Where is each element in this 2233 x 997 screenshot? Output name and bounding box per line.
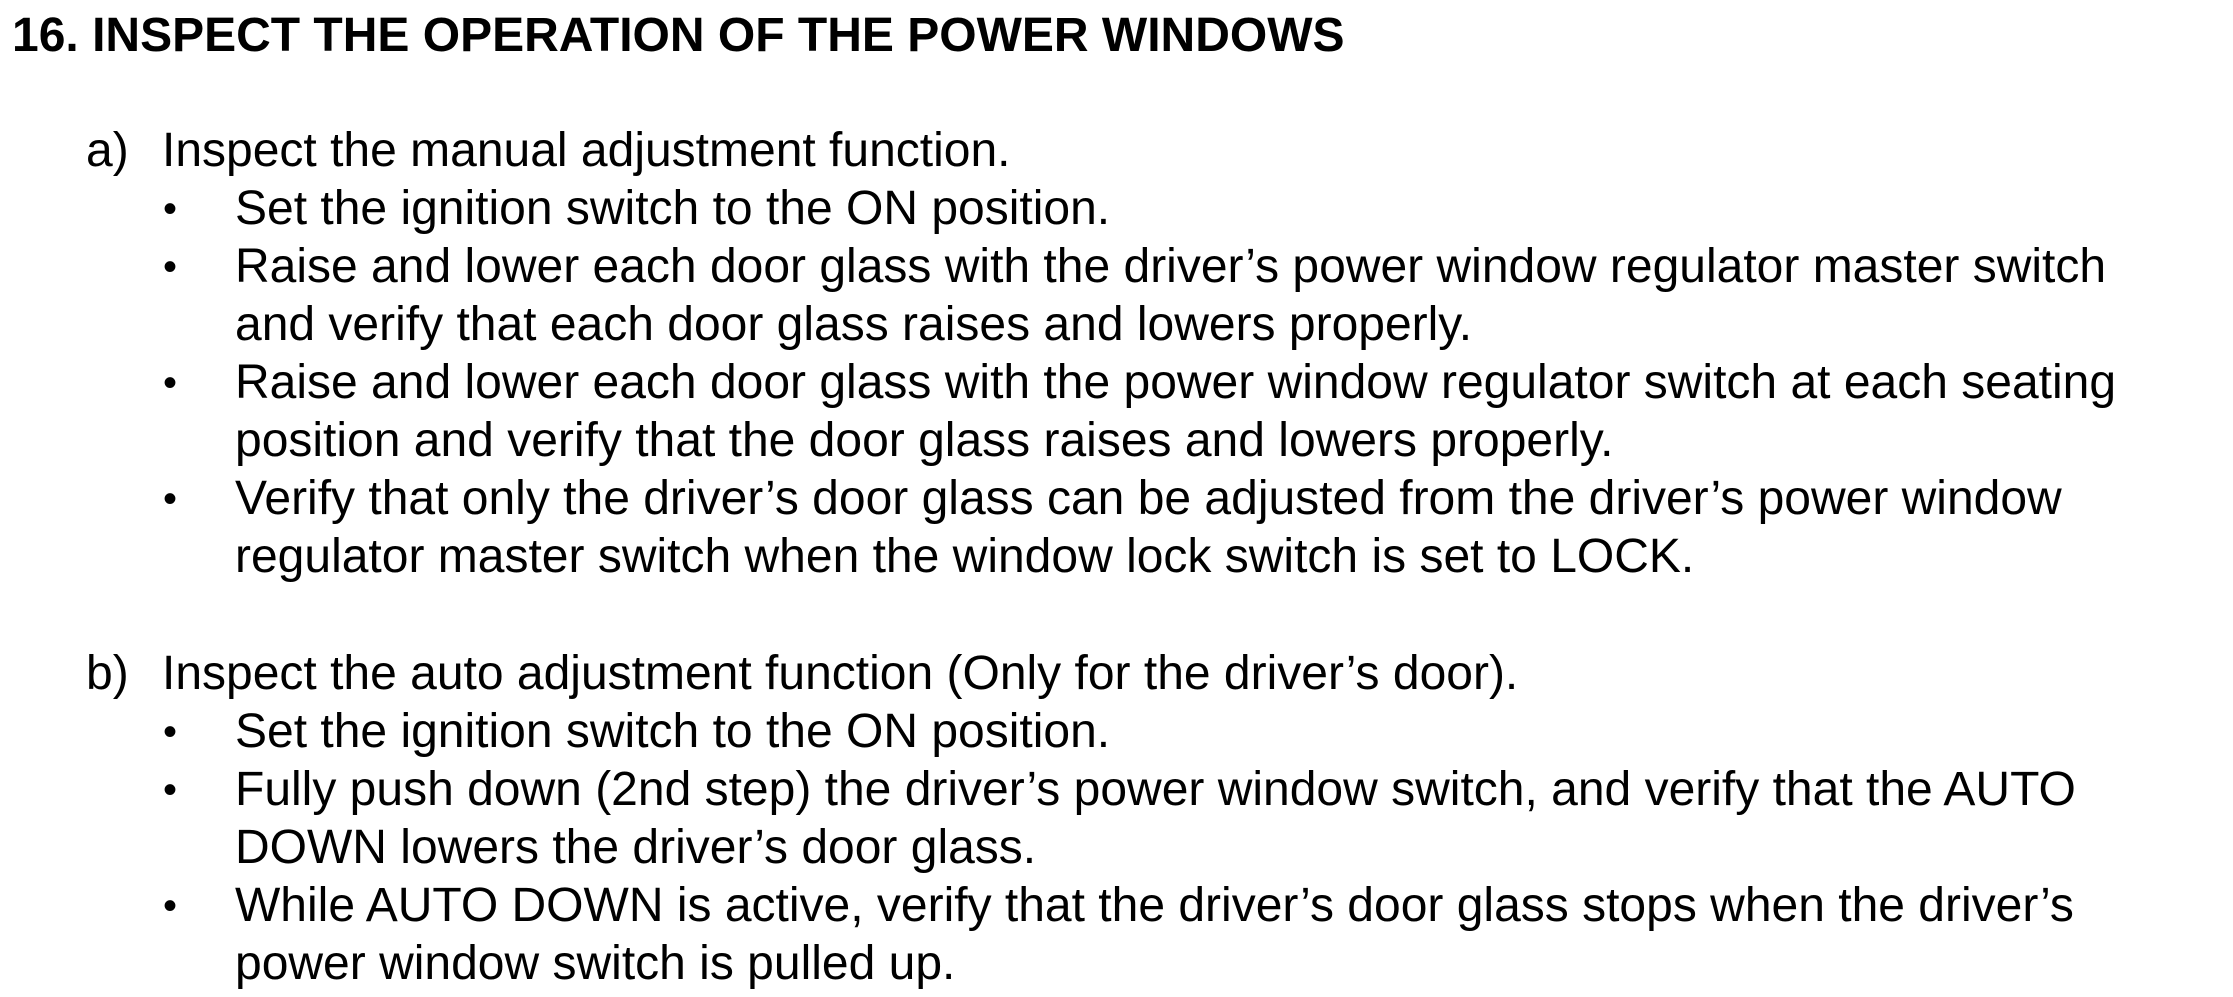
bullet-text: Set the ignition switch to the ON position.	[235, 182, 1111, 235]
step-a-bullet-2	[86, 238, 2126, 354]
step-b	[86, 645, 2186, 993]
step-a-bullet-3	[86, 354, 2126, 470]
step-b-bullet-list	[86, 703, 2186, 993]
bullet-dot-icon: •	[163, 884, 178, 928]
bullet-text: While AUTO DOWN is active, verify that the driver’s door glass stops when the driver’s power window switch is pulled up.	[235, 879, 2074, 990]
step-a-marker: a)	[86, 124, 129, 177]
step-b-bullet-3	[86, 877, 2126, 993]
step-b-bullet-2	[86, 761, 2126, 877]
bullet-text: Fully push down (2nd step) the driver’s power window switch, and verify that the AUTO DOWN lowers the driver’s door glass.	[235, 763, 2076, 874]
bullet-dot-icon: •	[163, 768, 178, 812]
bullet-text: Set the ignition switch to the ON position.	[235, 705, 1111, 758]
step-b-header	[86, 645, 2186, 703]
step-a-bullet-1	[86, 180, 2126, 238]
step-a-bullet-4	[86, 470, 2126, 586]
bullet-dot-icon: •	[163, 710, 178, 754]
step-b-marker: b)	[86, 647, 129, 700]
step-a-header	[86, 122, 2186, 180]
step-b-bullet-1	[86, 703, 2126, 761]
bullet-dot-icon: •	[163, 245, 178, 289]
step-b-title: Inspect the auto adjustment function (Only for the driver’s door).	[162, 647, 1519, 700]
bullet-dot-icon: •	[163, 361, 178, 405]
step-a-bullet-list	[86, 180, 2186, 586]
section-heading: 16. INSPECT THE OPERATION OF THE POWER WINDOWS	[12, 9, 1345, 62]
bullet-text: Raise and lower each door glass with the power window regulator switch at each seating position and verify that the door glass raises and lowers properly.	[235, 356, 2117, 467]
bullet-text: Verify that only the driver’s door glass can be adjusted from the driver’s power window regulator master switch when the window lock switch is set to LOCK.	[235, 472, 2062, 583]
step-a	[86, 122, 2186, 586]
bullet-dot-icon: •	[163, 187, 178, 231]
step-a-title: Inspect the manual adjustment function.	[162, 124, 1011, 177]
bullet-dot-icon: •	[163, 477, 178, 521]
bullet-text: Raise and lower each door glass with the driver’s power window regulator master switch and verify that each door glass raises and lowers properly.	[235, 240, 2107, 351]
